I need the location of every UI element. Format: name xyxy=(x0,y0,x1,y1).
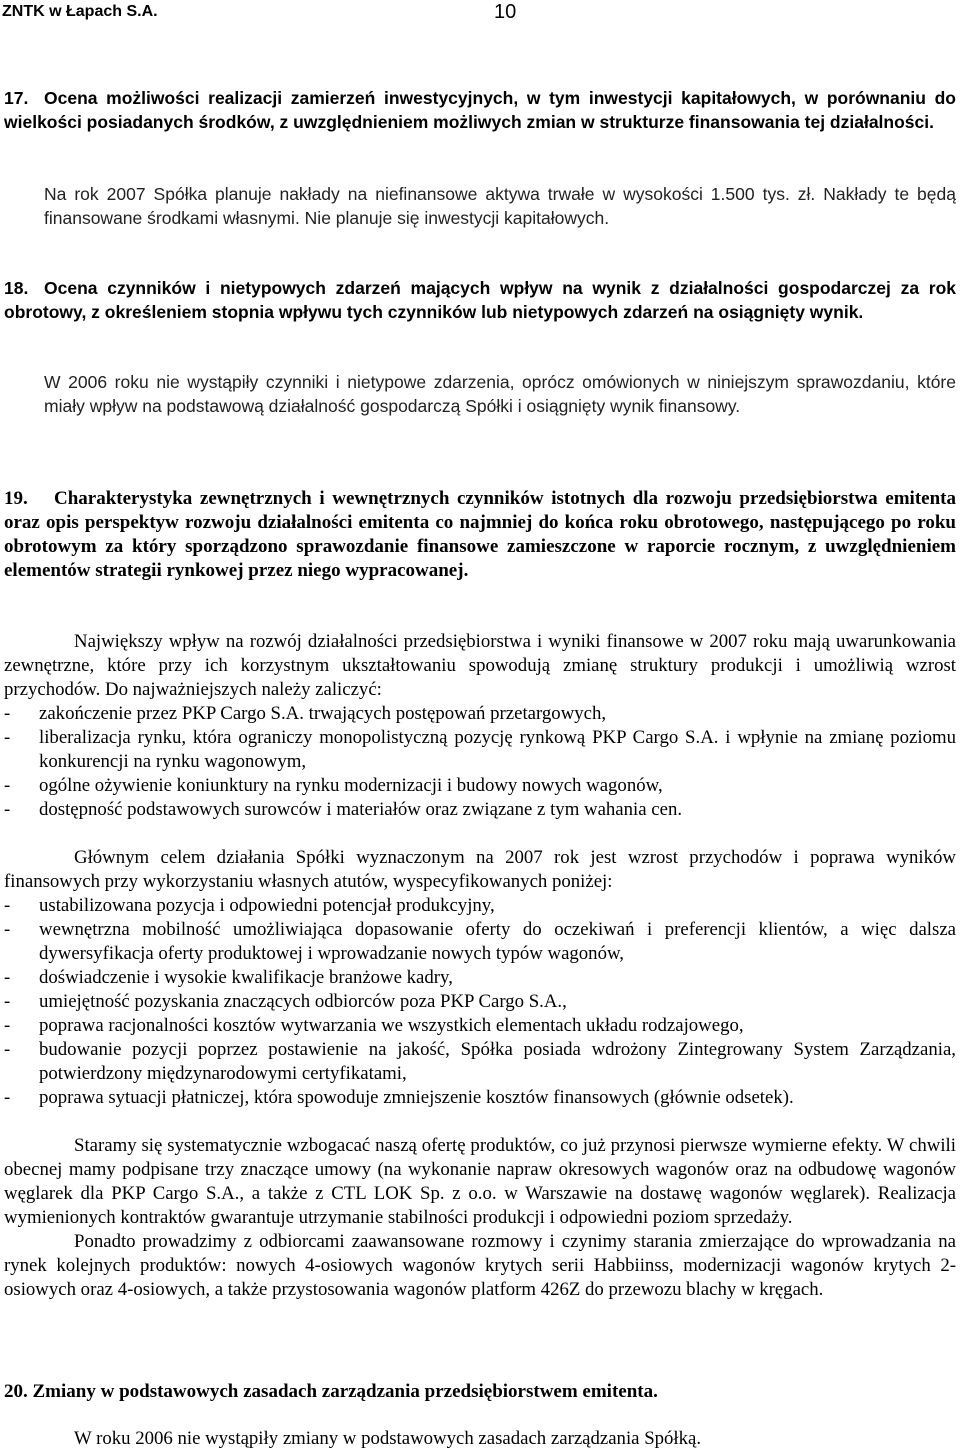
list-item: - dostępność podstawowych surowców i materiałów oraz związane z tym wahania cen. xyxy=(4,798,956,822)
section-20-body: W roku 2006 nie wystąpiły zmiany w podstawowych zasadach zarządzania Spółką. xyxy=(74,1428,702,1449)
section-19-content xyxy=(4,630,956,1302)
list-item: - doświadczenie i wysokie kwalifikacje branżowe kadry, xyxy=(4,966,956,990)
section-19-number: 19. xyxy=(4,488,28,509)
section-19-paragraph-1: Największy wpływ na rozwój działalności przedsiębiorstwa i wyniki finansowe w 2007 roku mają uwarunkowania zewnętrzne, które przy ich korzystnym ukształtowaniu spowodują zmianę struktury produkcji i umożliwią wzrost przychodów. Do najważniejszych należy zaliczyć: xyxy=(4,631,956,700)
list-item: - umiejętność pozyskania znaczących odbiorców poza PKP Cargo S.A., xyxy=(4,990,956,1014)
section-20-title: Zmiany w podstawowych zasadach zarządzania przedsiębiorstwem emitenta. xyxy=(32,1381,658,1402)
list-item: - liberalizacja rynku, która ograniczy monopolistyczną pozycję rynkową PKP Cargo S.A. i wpłynie na zmianę poziomu konkurencji na rynku wagonowym, xyxy=(4,726,956,774)
section-18-title: Ocena czynników i nietypowych zdarzeń mających wpływ na wynik z działalności gospodarczej za rok obrotowy, z określeniem stopnia wpływu tych czynników lub nietypowych zdarzeń na osiągnięty wynik. xyxy=(4,278,956,322)
section-18-number: 18. xyxy=(4,278,29,298)
section-20-heading xyxy=(4,1380,956,1404)
section-17-title: Ocena możliwości realizacji zamierzeń inwestycyjnych, w tym inwestycji kapitałowych, w porównaniu do wielkości posiadanych środków, z uwzględnieniem możliwych zmian w strukturze finansowania tej działalności. xyxy=(4,88,956,132)
section-19-title: Charakterystyka zewnętrznych i wewnętrznych czynników istotnych dla rozwoju przedsiębiorstwa emitenta oraz opis perspektyw rozwoju działalności emitenta co najmniej do końca roku obrotowego, następującego po roku obrotowym za który sporządzono sprawozdanie finansowe zamieszczone w raporcie rocznym, z uwzględnieniem elementów strategii rynkowej przez niego wypracowanej. xyxy=(4,488,956,581)
list-item: - ogólne ożywienie koniunktury na rynku modernizacji i budowy nowych wagonów, xyxy=(4,774,956,798)
external-factors-list xyxy=(4,702,956,822)
section-17-body: Na rok 2007 Spółka planuje nakłady na niefinansowe aktywa trwałe w wysokości 1.500 tys. zł. Nakłady te będą finansowane środkami własnymi. Nie planuje się inwestycji kapitałowych. xyxy=(44,184,956,228)
section-17-number: 17. xyxy=(4,88,29,108)
header-company: ZNTK w Łapach S.A. xyxy=(2,3,158,20)
section-20-number: 20. xyxy=(4,1381,28,1402)
section-19-paragraph-3: Staramy się systematycznie wzbogacać naszą ofertę produktów, co już przynosi pierwsze wymierne efekty. W chwili obecnej mamy podpisane trzy znaczące umowy (na wykonanie napraw okresowych wagonów oraz na odbudowę wagonów węglarek dla PKP Cargo S.A., a także z CTL LOK Sp. z o.o. w Warszawie na dostawę wagonów węglarek). Realizacja wymienionych kontraktów gwarantuje utrzymanie stabilności produkcji i odpowiedni poziom sprzedaży. xyxy=(4,1135,956,1228)
list-item: - poprawa sytuacji płatniczej, która spowoduje zmniejszenie kosztów finansowych (głównie odsetek). xyxy=(4,1086,956,1110)
list-item: - zakończenie przez PKP Cargo S.A. trwających postępowań przetargowych, xyxy=(4,702,956,726)
section-17-heading xyxy=(4,86,956,134)
strengths-list xyxy=(4,894,956,1110)
list-item: - ustabilizowana pozycja i odpowiedni potencjał produkcyjny, xyxy=(4,894,956,918)
list-item: - budowanie pozycji poprzez postawienie na jakość, Spółka posiada wdrożony Zintegrowany System Zarządzania, potwierdzony międzynarodowymi certyfikatami, xyxy=(4,1038,956,1086)
page-number: 10 xyxy=(494,1,517,23)
section-18-body: W 2006 roku nie wystąpiły czynniki i nietypowe zdarzenia, oprócz omówionych w niniejszym sprawozdaniu, które miały wpływ na podstawową działalność gospodarczą Spółki i osiągnięty wynik finansowy. xyxy=(44,372,956,416)
list-item: - poprawa racjonalności kosztów wytwarzania we wszystkich elementach układu rodzajowego, xyxy=(4,1014,956,1038)
section-19-paragraph-2: Głównym celem działania Spółki wyznaczonym na 2007 rok jest wzrost przychodów i poprawa wyników finansowych przy wykorzystaniu własnych atutów, wyspecyfikowanych poniżej: xyxy=(4,847,956,892)
list-item: - wewnętrzna mobilność umożliwiająca dopasowanie oferty do oczekiwań i preferencji klientów, a więc dalsza dywersyfikacja oferty produktowej i wprowadzanie nowych typów wagonów, xyxy=(4,918,956,966)
section-19-heading xyxy=(4,487,956,583)
section-18-heading xyxy=(4,276,956,324)
section-19-paragraph-4: Ponadto prowadzimy z odbiorcami zaawansowane rozmowy i czynimy starania zmierzające do wprowadzania na rynek kolejnych produktów: nowych 4-osiowych wagonów krytych serii Habbiinss, modernizacji wagonów krytych 2-osiowych oraz 4-osiowych, a także przystosowania wagonów platform 426Z do przewozu blachy w kręgach. xyxy=(4,1231,956,1300)
